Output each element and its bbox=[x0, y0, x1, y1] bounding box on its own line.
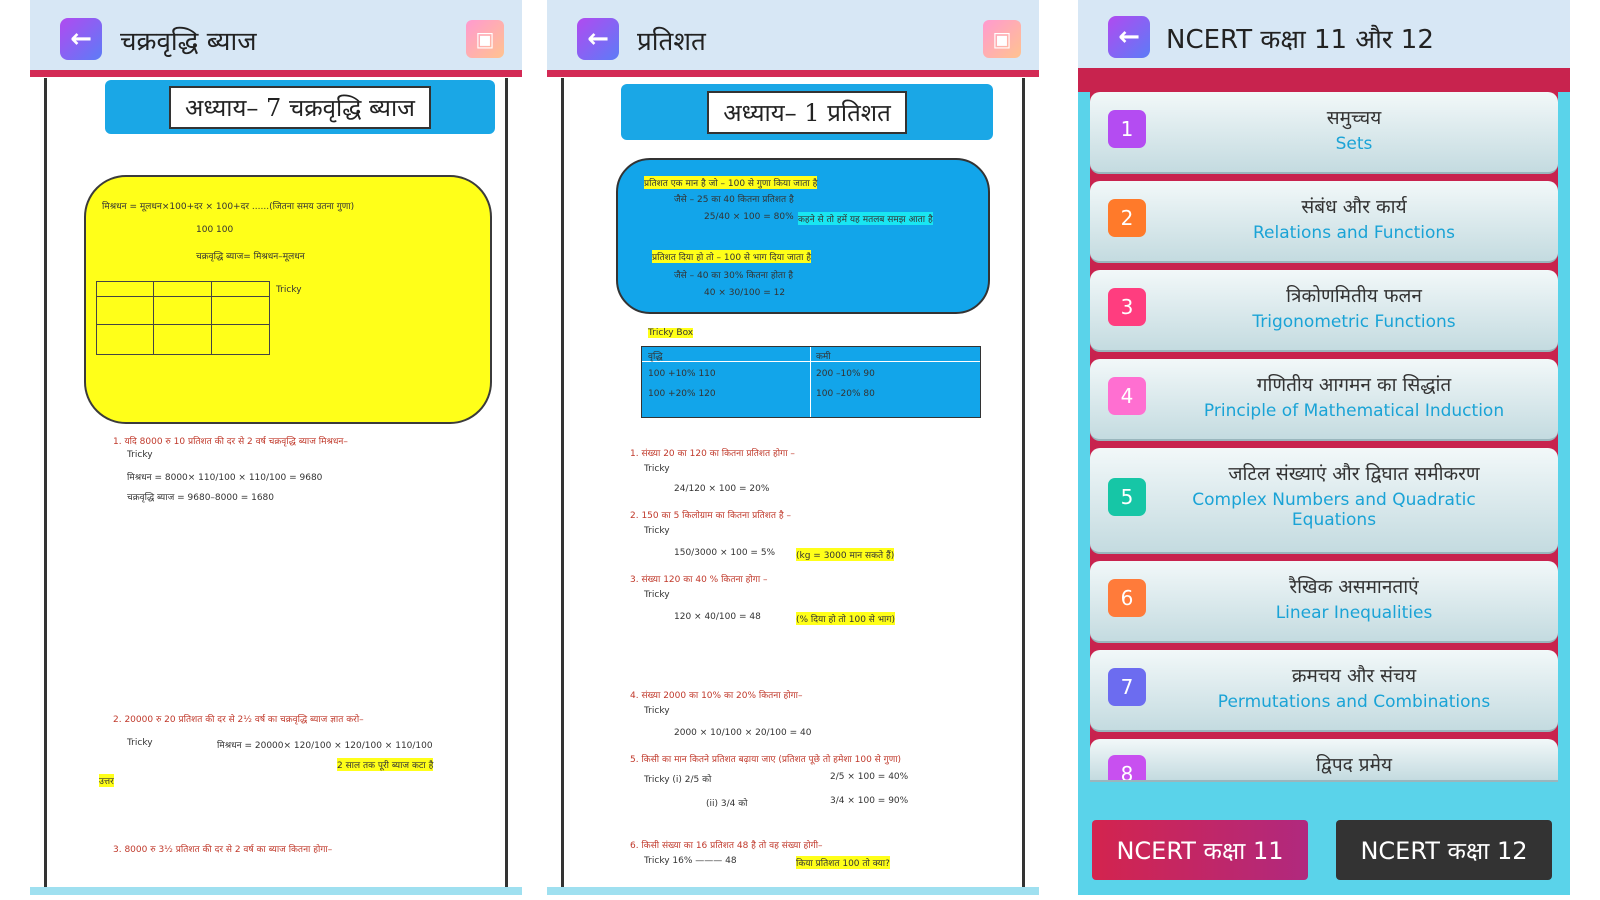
solution-line: Tricky bbox=[644, 706, 670, 716]
ncert-class-11-button[interactable]: NCERT कक्षा 11 bbox=[1092, 820, 1308, 880]
chapter-item-5[interactable] bbox=[1090, 448, 1558, 554]
question-line: 1. संख्या 20 का 120 का कितना प्रतिशत होगा – bbox=[630, 449, 795, 459]
info-line: प्रतिशत दिया हो तो – 100 से भाग दिया जाता है bbox=[652, 250, 811, 263]
chapter-item-7[interactable] bbox=[1090, 650, 1558, 732]
highlight-note: (kg = 3000 मान सकते हैं) bbox=[796, 548, 894, 561]
chapter-title-english: Sets bbox=[1335, 134, 1373, 154]
solution-line: Tricky (i) 2/5 को bbox=[644, 775, 712, 785]
document-page[interactable] bbox=[44, 78, 508, 895]
solution-line: 24/120 × 100 = 20% bbox=[674, 484, 770, 494]
page-title: NCERT कक्षा 11 और 12 bbox=[1166, 25, 1434, 55]
chapter-item-2[interactable] bbox=[1090, 181, 1558, 263]
chapter-item-4[interactable] bbox=[1090, 359, 1558, 441]
share-icon[interactable]: ▣ bbox=[466, 20, 504, 58]
back-arrow-icon[interactable]: ← bbox=[1108, 16, 1150, 58]
share-icon[interactable]: ▣ bbox=[983, 20, 1021, 58]
chapter-title-hindi: क्रमचय और संचय bbox=[1291, 665, 1417, 687]
chapter-title-english: Principle of Mathematical Induction bbox=[1203, 401, 1505, 421]
highlight-note: किया प्रतिशत 100 तो क्या? bbox=[796, 856, 890, 869]
chapter-list[interactable] bbox=[1090, 88, 1558, 782]
question-line: 2. 150 का 5 किलोग्राम का कितना प्रतिशत है – bbox=[630, 511, 792, 521]
solution-line: (ii) 3/4 को bbox=[706, 799, 748, 809]
back-arrow-icon[interactable]: ← bbox=[60, 18, 102, 60]
chapter-title-hindi: जटिल संख्याएं और द्विघात समीकरण bbox=[1228, 463, 1480, 485]
info-line: जैसे – 40 का 30% कितना होता है bbox=[674, 271, 794, 281]
ncert-class-12-button[interactable]: NCERT कक्षा 12 bbox=[1336, 820, 1552, 880]
chapter-number-badge: 3 bbox=[1108, 288, 1146, 326]
solution-line: चक्रवृद्धि ब्याज = 9680–8000 = 1680 bbox=[127, 493, 274, 503]
formula-line: मिश्रधन = मूलधन×100+दर × 100+दर ......(जितना समय उतना गुणा) bbox=[102, 202, 355, 212]
solution-line: मिश्रधन = 20000× 120/100 × 120/100 × 110/100 bbox=[217, 741, 433, 751]
info-line: जैसे – 25 का 40 कितना प्रतिशत है bbox=[674, 195, 794, 205]
info-box bbox=[616, 158, 990, 314]
info-line: कहने से तो हमें यह मतलब समझ आता है bbox=[798, 212, 933, 225]
chapter-title-english: Relations and Functions bbox=[1252, 223, 1456, 243]
chapter-number-badge: 4 bbox=[1108, 377, 1146, 415]
chapter-item-8[interactable] bbox=[1090, 739, 1558, 782]
question-line: 3. संख्या 120 का 40 % कितना होगा – bbox=[630, 575, 768, 585]
table-header: कमी bbox=[816, 352, 831, 362]
info-line: प्रतिशत एक मान है जो – 100 से गुणा किया जाता है bbox=[644, 176, 817, 189]
chapter-title-english: Trigonometric Functions bbox=[1252, 312, 1456, 332]
formula-box bbox=[84, 175, 492, 424]
solution-line: Tricky bbox=[644, 590, 670, 600]
question-1: 1. यदि 8000 रु 10 प्रतिशत की दर से 2 वर्ष चक्रवृद्धि ब्याज मिश्रधन– bbox=[113, 437, 348, 447]
highlight-note: 2 साल तक पूरी ब्याज कटा है bbox=[337, 758, 433, 771]
back-arrow-icon[interactable]: ← bbox=[577, 18, 619, 60]
bottom-edge bbox=[30, 887, 522, 895]
page-title: चक्रवृद्धि ब्याज bbox=[120, 27, 257, 57]
chapter-title-hindi: द्विपद प्रमेय bbox=[1316, 754, 1392, 776]
solution-line: Tricky 16% ——— 48 bbox=[644, 856, 737, 866]
table-header: वृद्धि bbox=[648, 352, 663, 362]
question-3: 3. 8000 रु 3½ प्रतिशत की दर से 2 वर्ष का ब्याज कितना होगा– bbox=[113, 845, 333, 855]
chapter-item-1[interactable] bbox=[1090, 92, 1558, 174]
info-line: 25/40 × 100 = 80% bbox=[704, 212, 794, 222]
chapter-title-english: Permutations and Combinations bbox=[1217, 692, 1491, 712]
solution-line: 2000 × 10/100 × 20/100 = 40 bbox=[674, 728, 812, 738]
bottom-edge bbox=[547, 887, 1039, 895]
app-bar bbox=[30, 0, 522, 77]
rate-table bbox=[96, 281, 270, 355]
solution-line: 2/5 × 100 = 40% bbox=[830, 772, 909, 782]
solution-line: मिश्रधन = 8000× 110/100 × 110/100 = 9680 bbox=[127, 473, 323, 483]
table-cell: 100 +20% 120 bbox=[648, 389, 716, 399]
solution-line: Tricky bbox=[644, 464, 670, 474]
chapter-number-badge: 1 bbox=[1108, 110, 1146, 148]
chapter-heading: अध्याय– 1 प्रतिशत bbox=[707, 91, 907, 134]
chapter-item-3[interactable] bbox=[1090, 270, 1558, 352]
solution-line: Tricky bbox=[127, 738, 153, 748]
solution-line: 150/3000 × 100 = 5% bbox=[674, 548, 776, 558]
answer-label: उत्तर bbox=[99, 774, 114, 787]
chapter-heading-box bbox=[105, 80, 495, 134]
chapter-title-hindi: गणितीय आगमन का सिद्धांत bbox=[1256, 374, 1452, 396]
document-page[interactable] bbox=[561, 78, 1025, 895]
chapter-number-badge: 7 bbox=[1108, 668, 1146, 706]
chapter-number-badge: 5 bbox=[1108, 478, 1146, 516]
chapter-title-english: Linear Inequalities bbox=[1275, 603, 1433, 623]
page-title: प्रतिशत bbox=[637, 27, 706, 57]
question-line: 4. संख्या 2000 का 10% का 20% कितना होगा– bbox=[630, 691, 803, 701]
chapter-heading: अध्याय– 7 चक्रवृद्धि ब्याज bbox=[169, 86, 431, 129]
screen-ncert-list bbox=[1078, 0, 1570, 895]
question-line: 6. किसी संख्या का 16 प्रतिशत 48 है तो वह संख्या होगी– bbox=[630, 841, 823, 851]
formula-line: चक्रवृद्धि ब्याज= मिश्रधन–मूलधन bbox=[196, 252, 305, 262]
table-cell: 200 –10% 90 bbox=[816, 369, 875, 379]
solution-line: Tricky bbox=[644, 526, 670, 536]
highlight-note: (% दिया हो तो 100 से भाग) bbox=[796, 612, 895, 625]
chapter-item-6[interactable] bbox=[1090, 561, 1558, 643]
chapter-title-hindi: संबंध और कार्य bbox=[1301, 196, 1407, 218]
chapter-title-hindi: त्रिकोणमितीय फलन bbox=[1286, 285, 1422, 307]
tricky-label: Tricky bbox=[276, 285, 302, 295]
tricky-table bbox=[641, 346, 981, 418]
table-cell: 100 –20% 80 bbox=[816, 389, 875, 399]
chapter-title-hindi: समुच्चय bbox=[1326, 107, 1382, 129]
question-line: 5. किसी का मान कितने प्रतिशत बढ़ाया जाए (प्रतिशत पूछे तो हमेशा 100 से गुणा) bbox=[630, 755, 902, 765]
chapter-number-badge: 6 bbox=[1108, 579, 1146, 617]
chapter-number-badge: 8 bbox=[1108, 755, 1146, 782]
app-bar bbox=[547, 0, 1039, 77]
app-bar bbox=[1078, 0, 1570, 68]
table-cell: 100 +10% 110 bbox=[648, 369, 716, 379]
formula-line: 100 100 bbox=[196, 225, 234, 235]
question-2: 2. 20000 रु 20 प्रतिशत की दर से 2½ वर्ष का चक्रवृद्धि ब्याज ज्ञात करो– bbox=[113, 715, 364, 725]
solution-line: Tricky bbox=[127, 450, 153, 460]
chapter-heading-box bbox=[621, 84, 993, 140]
info-line: 40 × 30/100 = 12 bbox=[704, 288, 786, 298]
screen-percentage bbox=[547, 0, 1039, 895]
tricky-box-label: Tricky Box bbox=[648, 328, 694, 338]
solution-line: 3/4 × 100 = 90% bbox=[830, 796, 909, 806]
chapter-number-badge: 2 bbox=[1108, 199, 1146, 237]
chapter-title-english: Complex Numbers and Quadratic Equations bbox=[1192, 490, 1476, 530]
chapter-title-hindi: रैखिक असमानताएं bbox=[1289, 576, 1419, 598]
solution-line: 120 × 40/100 = 48 bbox=[674, 612, 761, 622]
screen-compound-interest bbox=[30, 0, 522, 895]
